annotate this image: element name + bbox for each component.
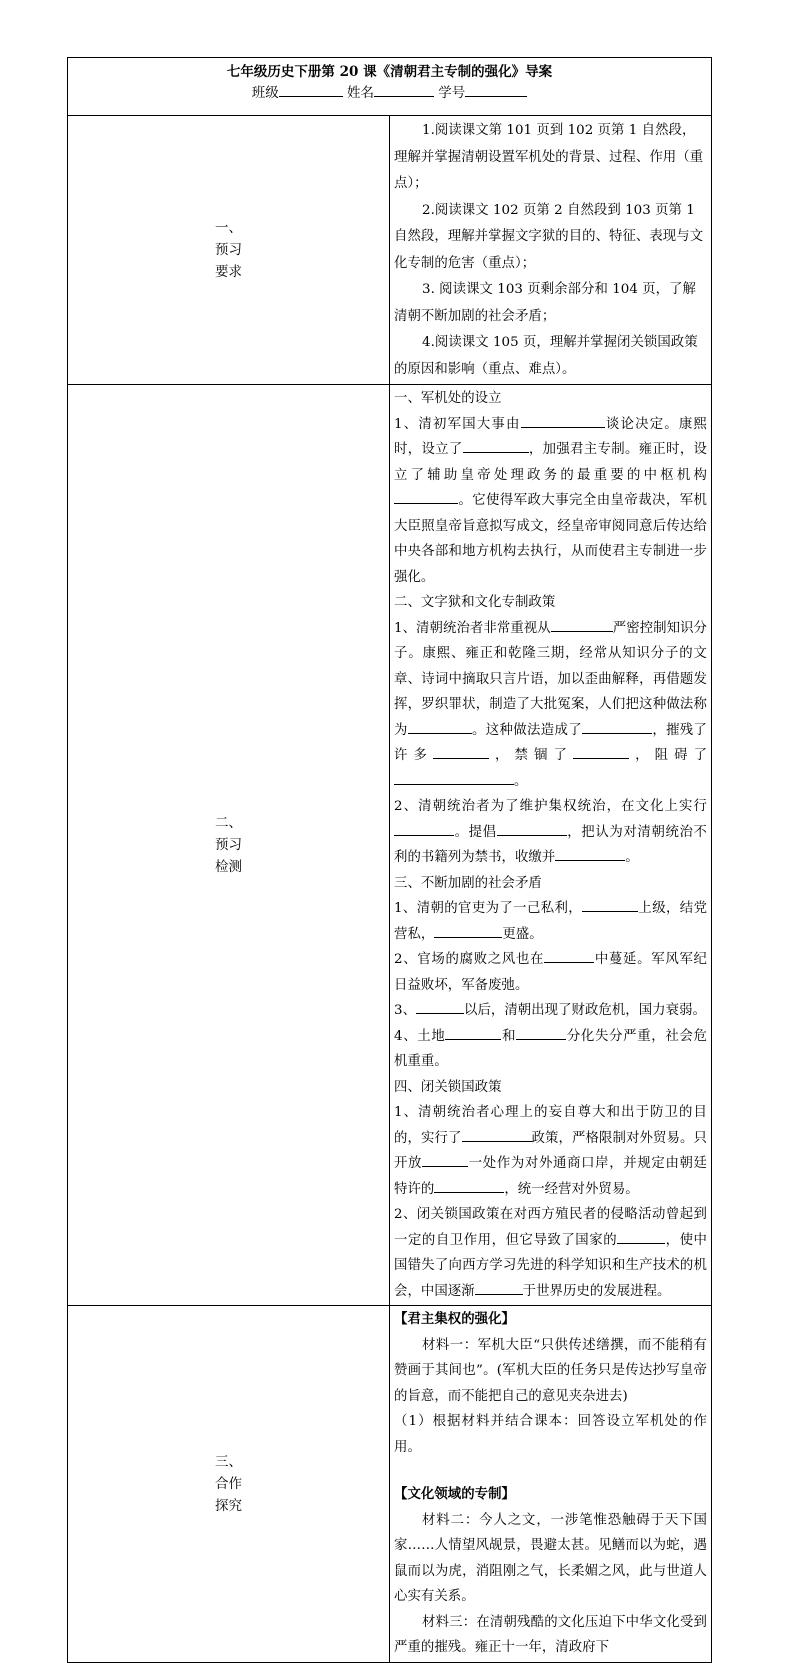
section1-label [68, 116, 390, 385]
question-2: 1、清朝统治者非常重视从 严密控制知识分子。康熙、雍正和乾隆三期，经常从知识分子的文章、诗词中摘取只言片语，加以歪曲解释，再借题发挥，罗织罪状，制造了大批冤案，人们把这种做法称为 。这种做法造成了 ，摧残了许多 ，禁锢了 ，阻碍了。 [394, 616, 707, 795]
student-info-line [68, 82, 711, 102]
question-9: 2、闭关锁国政策在对西方殖民者的侵略活动曾起到一定的自卫作用，但它导致了国家的 ，使中国错失了向西方学习先进的科学知识和生产技术的机会，中国逐渐 于世界历史的发展进程。 [394, 1207, 707, 1299]
material-3: 材料三：在清朝残酷的文化压迫下中华文化受到严重的摧残。雍正十一年，清政府下 [394, 1614, 707, 1655]
fill-blank[interactable] [394, 770, 514, 785]
section-preview-test [68, 385, 712, 1306]
section2-label-num: 二、 [215, 815, 242, 831]
section1-label-num: 一、 [215, 220, 242, 236]
requirement-item: 3. 阅读课文 103 页剩余部分和 104 页，了解清朝不断加剧的社会矛盾； [394, 282, 696, 324]
material-2: 材料二：今人之文，一涉笔惟恐触碍于天下国家……人情望风觇景，畏避太甚。见鳝而以为蛇，遇鼠而以为虎，消阻刚之气，长柔媚之风，此与世道人心实有关系。 [394, 1512, 707, 1604]
worksheet [67, 57, 712, 1663]
fill-blank[interactable] [582, 719, 652, 734]
fill-blank[interactable] [445, 1025, 501, 1040]
question-8: 1、清朝统治者心理上的妄自尊大和出于防卫的目的，实行了 政策，严格限制对外贸易。只开放 一处作为对外通商口岸，并规定由朝廷特许的 ，统一经营对外贸易。 [394, 1105, 707, 1197]
fill-blank[interactable] [416, 999, 464, 1014]
subheading: 一、军机处的设立 [394, 391, 502, 406]
fill-blank[interactable] [433, 744, 489, 759]
header-row [68, 58, 712, 116]
fill-blank[interactable] [394, 821, 454, 836]
name-label: 姓名 [347, 85, 374, 101]
subheading: 【君主集权的强化】 [394, 1311, 515, 1327]
question-6: 3、 以后，清朝出现了财政危机，国力衰弱。 [394, 998, 707, 1024]
question: （1）根据材料并结合课本：回答设立军机处的作用。 [394, 1414, 707, 1455]
section1-label-word2: 要求 [215, 264, 242, 280]
section1-content [390, 116, 712, 385]
requirement-item: 1.阅读课文第 101 页到 102 页第 1 自然段，理解并掌握清朝设置军机处的背景、过程、作用（重点）； [394, 123, 704, 191]
section2-label-word2: 检测 [215, 859, 242, 875]
section2-content [390, 385, 712, 1306]
section3-label-num: 三、 [215, 1453, 242, 1470]
section2-label [68, 385, 390, 1306]
section-preview-requirements [68, 116, 712, 385]
fill-blank[interactable] [516, 1025, 566, 1040]
subheading: 三、不断加剧的社会矛盾 [394, 875, 542, 891]
question-3: 2、清朝统治者为了维护集权统治，在文化上实行。提倡 ，把认为对清朝统治不利的书籍列为禁书，收缴并 。 [394, 799, 707, 865]
fill-blank[interactable] [462, 1127, 532, 1142]
question-4: 1、清朝的官吏为了一己私利， 上级，结党营私， 更盛。 [394, 896, 707, 947]
subheading: 四、闭关锁国政策 [394, 1079, 502, 1095]
answer-space[interactable] [394, 1460, 707, 1482]
section3-label [68, 1306, 390, 1663]
fill-blank[interactable] [434, 923, 502, 938]
fill-blank[interactable] [497, 821, 567, 836]
fill-blank[interactable] [475, 1280, 523, 1295]
fill-blank[interactable] [463, 438, 529, 453]
question-7: 4、土地 和 分化失分严重，社会危机重重。 [394, 1024, 707, 1075]
section1-label-word1: 预习 [215, 242, 242, 258]
section3-content [390, 1306, 712, 1663]
subheading: 【文化领域的专制】 [394, 1486, 515, 1502]
fill-blank[interactable] [544, 948, 594, 963]
fill-blank[interactable] [394, 489, 458, 504]
fill-blank[interactable] [422, 1152, 468, 1167]
page-title: 七年级历史下册第 20 课《清朝君主专制的强化》导案 [226, 64, 553, 80]
fill-blank[interactable] [582, 897, 638, 912]
section2-label-word1: 预习 [215, 837, 242, 853]
name-blank[interactable] [374, 82, 434, 97]
number-blank[interactable] [465, 82, 527, 97]
subheading: 二、文字狱和文化专制政策 [394, 595, 556, 610]
fill-blank[interactable] [617, 1229, 665, 1244]
question-1: 1、清初军国大事由 谈论决定。康熙时，设立了 ，加强君主专制。雍正时，设立了辅助皇帝处理政务的最重要的中枢机构。它使得军政大事完全由皇帝裁决，军机大臣照皇帝旨意拟写成文，经皇帝审阅同意后传达给中央各部和地方机构去执行，从而使君主专制进一步强化。 [394, 412, 707, 591]
section3-label-word1: 合作 [215, 1475, 242, 1492]
header-cell [68, 58, 712, 116]
number-label: 学号 [438, 85, 466, 101]
fill-blank[interactable] [573, 744, 629, 759]
section-cooperative-inquiry [68, 1306, 712, 1663]
fill-blank[interactable] [551, 617, 613, 632]
class-label: 班级 [251, 85, 279, 101]
fill-blank[interactable] [434, 1178, 504, 1193]
fill-blank[interactable] [555, 846, 625, 861]
class-blank[interactable] [279, 82, 343, 97]
question-5: 2、官场的腐败之风也在 中蔓延。军风军纪日益败坏，军备废弛。 [394, 947, 707, 998]
section3-label-word2: 探究 [215, 1497, 242, 1514]
fill-blank[interactable] [408, 719, 472, 734]
worksheet-table [67, 57, 712, 1663]
material-1: 材料一：军机大臣“只供传述缮撰，而不能稍有赞画于其间也”。(军机大臣的任务只是传达抄写皇帝的旨意，而不能把自己的意见夹杂进去) [394, 1337, 707, 1404]
requirement-item: 2.阅读课文 102 页第 2 自然段到 103 页第 1 自然段，理解并掌握文字狱的目的、特征、表现与文化专制的危害（重点）； [394, 202, 704, 271]
requirement-item: 4.阅读课文 105 页，理解并掌握闭关锁国政策的原因和影响（重点、难点）。 [394, 335, 698, 377]
fill-blank[interactable] [521, 413, 605, 428]
